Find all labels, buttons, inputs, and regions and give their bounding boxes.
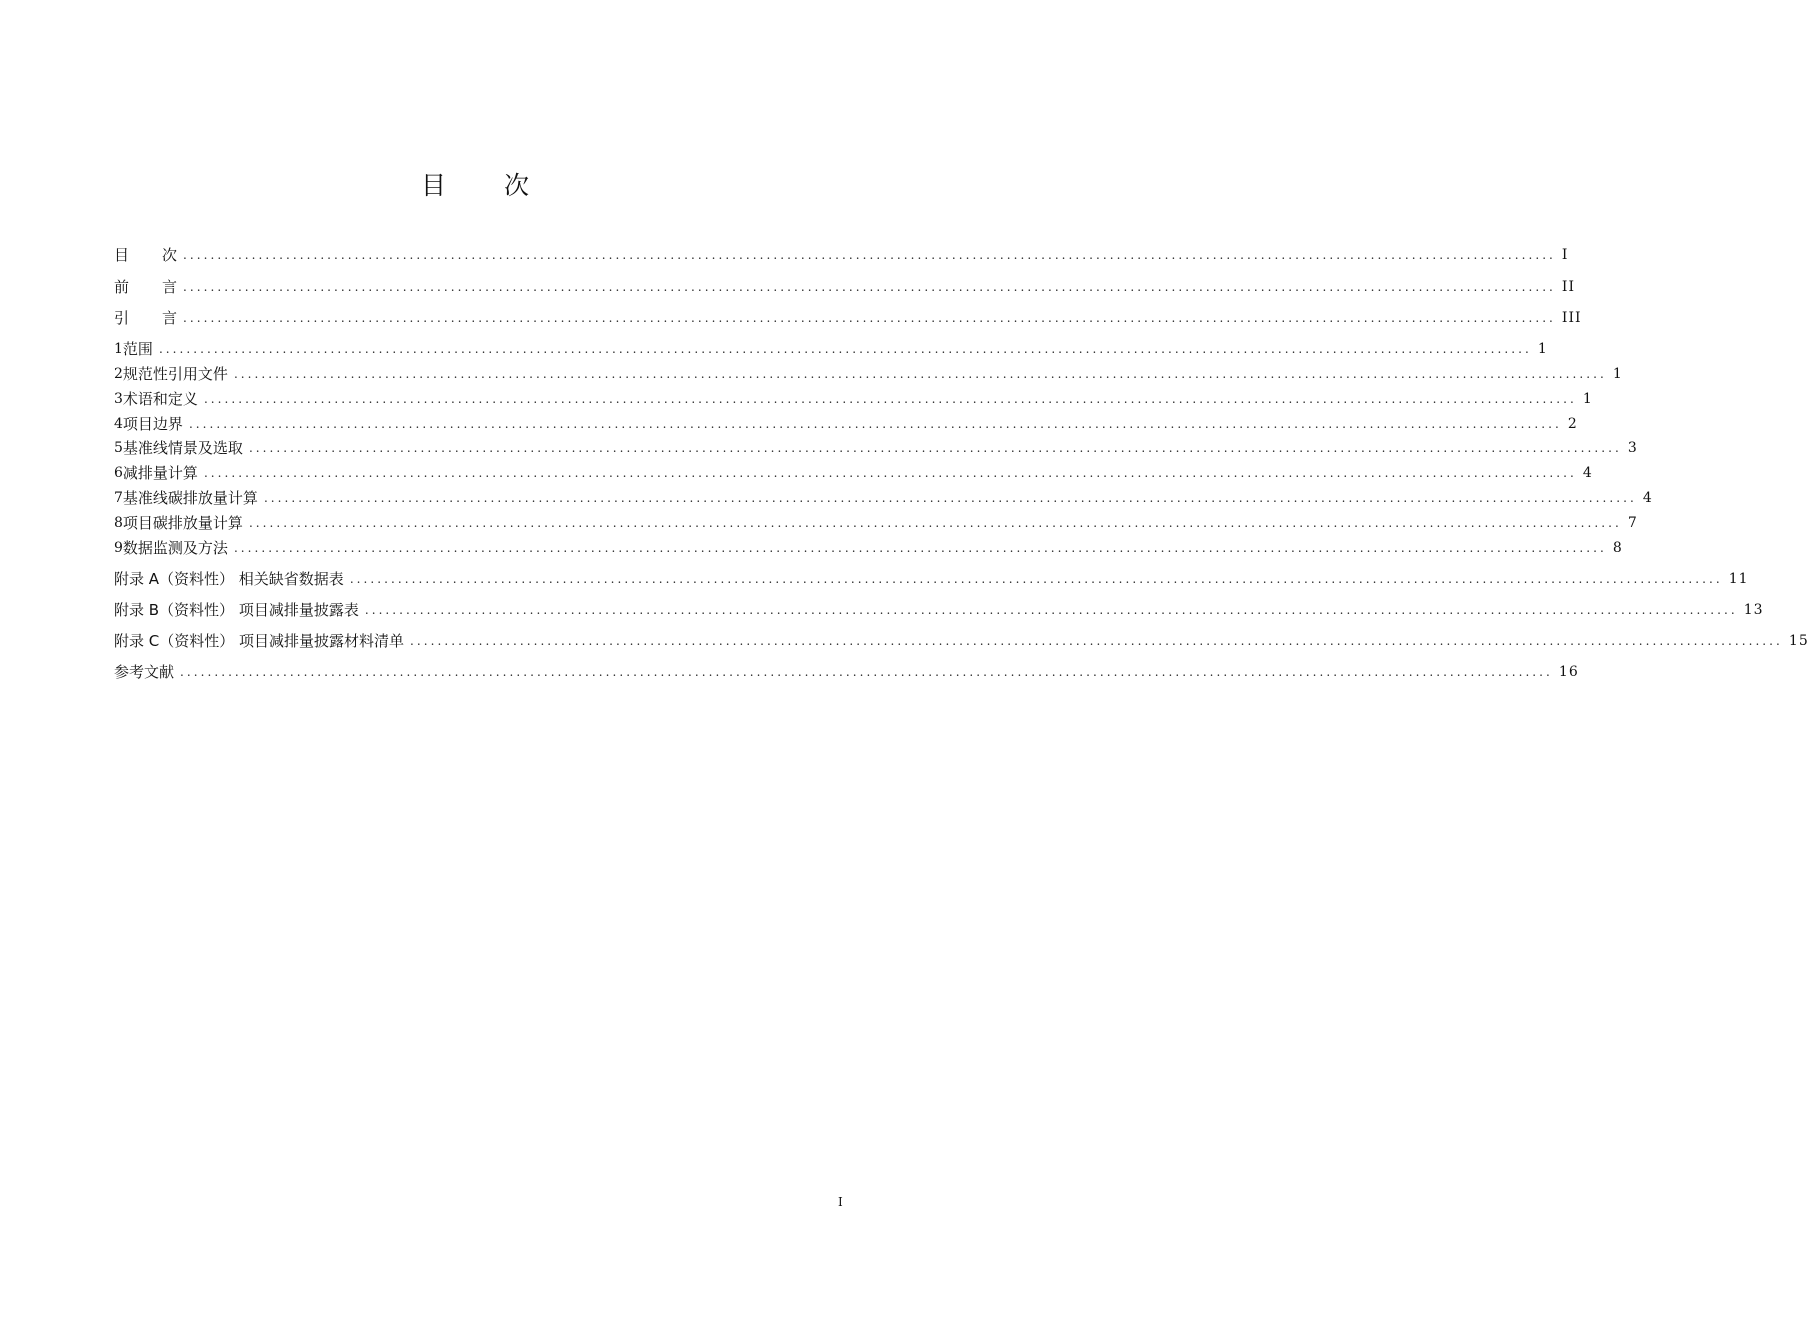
toc-entry-label: 术语和定义: [122, 390, 198, 408]
toc-entry-label: 参考文献: [114, 663, 175, 681]
toc-entry-section-7[interactable]: [114, 488, 1653, 508]
toc-entry-page: 1: [1582, 391, 1593, 407]
toc-entry-section-6[interactable]: [114, 463, 1593, 483]
toc-entry-label: 项目边界: [122, 415, 183, 433]
section-number: 4: [114, 416, 123, 432]
dot-leader: ........................................................................................................................................................................................................: [183, 248, 1556, 262]
toc-entry-label: 基准线碳排放量计算: [122, 489, 258, 507]
toc-entry-label: 目 次: [114, 246, 178, 264]
section-number: 3: [114, 391, 123, 407]
dot-leader: ........................................................................................................................................................................................................: [183, 280, 1556, 294]
toc-entry-label: 附录 B（资料性） 项目减排量披露表: [114, 601, 359, 619]
toc-entry-label: 数据监测及方法: [122, 539, 228, 557]
page-title: 目次: [420, 171, 587, 200]
toc-entry-label: 项目碳排放量计算: [122, 514, 243, 532]
toc-entry-section-3[interactable]: [114, 389, 1593, 409]
toc-entry-foreword[interactable]: [114, 277, 1575, 297]
dot-leader: ........................................................................................................................................................................................................: [203, 466, 1577, 480]
section-number: 7: [114, 490, 123, 506]
toc-entry-label: 附录 A（资料性） 相关缺省数据表: [114, 570, 344, 588]
toc-entry-label: 减排量计算: [122, 464, 198, 482]
toc-entry-section-2[interactable]: [114, 364, 1623, 384]
dot-leader: ........................................................................................................................................................................................................: [180, 665, 1553, 679]
dot-leader: ........................................................................................................................................................................................................: [248, 441, 1622, 455]
dot-leader: ........................................................................................................................................................................................................: [188, 417, 1562, 431]
toc-entry-section-4[interactable]: [114, 414, 1578, 434]
toc-entry-label: 附录 C（资料性） 项目减排量披露材料清单: [114, 632, 405, 650]
dot-leader: ........................................................................................................................................................................................................: [410, 634, 1783, 648]
toc-entry-appendix-c[interactable]: [114, 631, 1809, 651]
toc-entry-page: II: [1561, 279, 1575, 295]
toc-entry-page: III: [1561, 310, 1582, 326]
toc-entry-page: 11: [1728, 571, 1749, 587]
dot-leader: ........................................................................................................................................................................................................: [349, 572, 1723, 586]
toc-entry-page: 3: [1627, 440, 1638, 456]
toc-entry-label: 前 言: [114, 278, 178, 296]
toc-entry-label: 规范性引用文件: [122, 365, 228, 383]
toc-entry-label: 基准线情景及选取: [122, 439, 243, 457]
toc-entry-appendix-a[interactable]: [114, 569, 1749, 589]
dot-leader: ........................................................................................................................................................................................................: [364, 603, 1738, 617]
toc-entry-page: 2: [1567, 416, 1578, 432]
toc-entry-page: 4: [1582, 465, 1593, 481]
toc-entry-page: 1: [1537, 341, 1548, 357]
toc-entry-references[interactable]: [114, 662, 1579, 682]
section-number: 6: [114, 465, 123, 481]
toc-entry-introduction[interactable]: [114, 308, 1582, 328]
page-number: I: [838, 1195, 843, 1209]
toc-entry-page: 13: [1743, 602, 1764, 618]
section-number: 9: [114, 540, 123, 556]
toc-entry-page: 8: [1612, 540, 1623, 556]
section-number: 5: [114, 440, 123, 456]
toc-entry-page: I: [1561, 247, 1569, 263]
toc-entry-section-8[interactable]: [114, 513, 1638, 533]
toc-entry-appendix-b[interactable]: [114, 600, 1764, 620]
toc-entry-page: 7: [1627, 515, 1638, 531]
dot-leader: ........................................................................................................................................................................................................: [203, 392, 1577, 406]
dot-leader: ........................................................................................................................................................................................................: [263, 491, 1637, 505]
dot-leader: ........................................................................................................................................................................................................: [183, 311, 1556, 325]
toc-entry-section-9[interactable]: [114, 538, 1623, 558]
toc-entry-page: 16: [1558, 664, 1579, 680]
toc-entry-label: 范围: [122, 340, 153, 358]
section-number: 2: [114, 366, 123, 382]
toc-entry-contents[interactable]: [114, 245, 1569, 265]
toc-entry-label: 引 言: [114, 309, 178, 327]
dot-leader: ........................................................................................................................................................................................................: [248, 516, 1622, 530]
toc-entry-section-1[interactable]: [114, 339, 1548, 359]
dot-leader: ........................................................................................................................................................................................................: [233, 367, 1607, 381]
toc-entry-page: 1: [1612, 366, 1623, 382]
section-number: 1: [114, 341, 123, 357]
dot-leader: ........................................................................................................................................................................................................: [158, 342, 1532, 356]
toc-entry-section-5[interactable]: [114, 438, 1638, 458]
dot-leader: ........................................................................................................................................................................................................: [233, 541, 1607, 555]
toc-entry-page: 15: [1788, 633, 1809, 649]
section-number: 8: [114, 515, 123, 531]
toc-entry-page: 4: [1642, 490, 1653, 506]
